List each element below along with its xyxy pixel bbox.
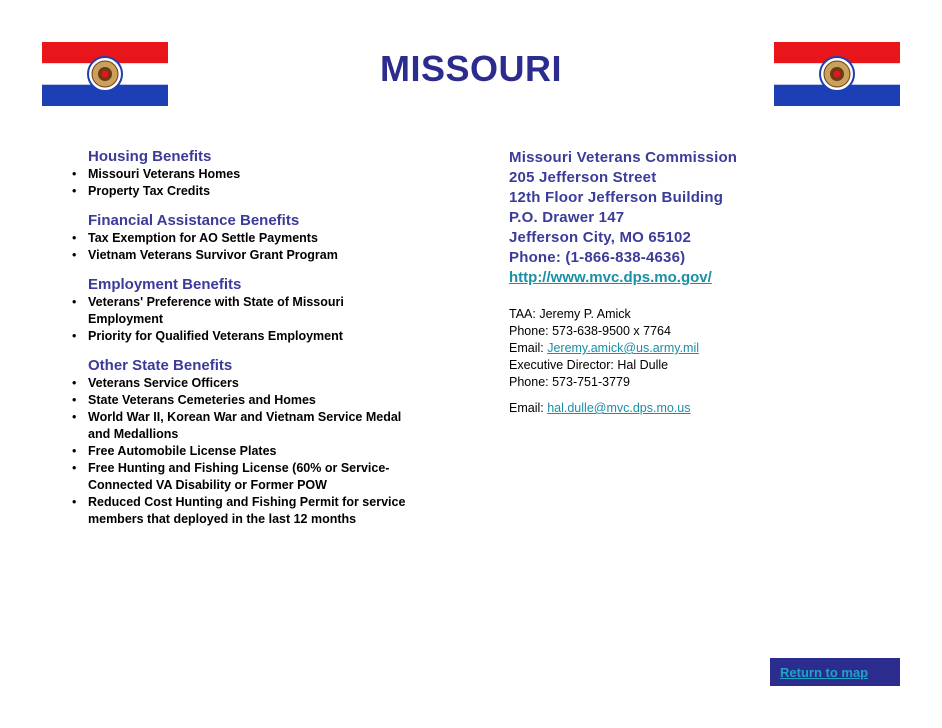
bullet-list <box>70 166 450 200</box>
taa-email-link[interactable]: Jeremy.amick@us.army.mil <box>547 341 700 355</box>
agency-website-link[interactable]: http://www.mvc.dps.mo.gov/ <box>509 269 712 286</box>
return-to-map-button[interactable] <box>770 658 900 686</box>
director-phone: Phone: 573-751-3779 <box>509 375 630 389</box>
employment-benefits-section <box>70 276 450 345</box>
director-email-row <box>509 400 889 417</box>
list-item: • Free Hunting and Fishing License (60% or Service-Connected VA Disability or Former POW <box>70 460 448 494</box>
list-item: • Veterans Service Officers <box>70 375 450 392</box>
agency-city: Jefferson City, MO 65102 <box>509 229 692 246</box>
bullet-list <box>70 230 450 264</box>
taa-phone: Phone: 573-638-9500 x 7764 <box>509 324 671 338</box>
email-label: Email: <box>509 341 548 355</box>
bullet-list <box>70 375 450 528</box>
housing-benefits-section <box>70 148 450 200</box>
other-benefits-section <box>70 357 450 528</box>
director-name: Executive Director: Hal Dulle <box>509 358 669 372</box>
list-item: • Veterans' Preference with State of Missouri Employment <box>70 294 388 328</box>
agency-name: Missouri Veterans Commission <box>509 149 738 166</box>
list-item: • Reduced Cost Hunting and Fishing Permit for service members that deployed in the last 12 months <box>70 494 418 528</box>
director-email-link[interactable]: hal.dulle@mvc.dps.mo.us <box>547 401 691 415</box>
taa-name: TAA: Jeremy P. Amick <box>509 307 631 321</box>
agency-street: 205 Jefferson Street <box>509 169 657 186</box>
agency-column <box>509 148 889 417</box>
list-item: • Property Tax Credits <box>70 183 450 200</box>
agency-po-box: P.O. Drawer 147 <box>509 209 625 226</box>
page-title: MISSOURI <box>379 48 562 89</box>
list-item: • Priority for Qualified Veterans Employment <box>70 328 450 345</box>
list-item: • World War II, Korean War and Vietnam Service Medal and Medallions <box>70 409 413 443</box>
section-heading: Housing Benefits <box>88 148 212 165</box>
agency-phone: Phone: (1-866-838-4636) <box>509 249 686 266</box>
list-item: • State Veterans Cemeteries and Homes <box>70 392 450 409</box>
list-item: • Free Automobile License Plates <box>70 443 450 460</box>
section-heading: Other State Benefits <box>88 357 233 374</box>
financial-benefits-section <box>70 212 450 264</box>
email-label: Email: <box>509 401 548 415</box>
missouri-flag-right <box>774 42 900 106</box>
contact-block <box>509 306 889 417</box>
section-heading: Employment Benefits <box>88 276 242 293</box>
return-to-map-label[interactable]: Return to map <box>780 665 869 680</box>
list-item: • Missouri Veterans Homes <box>70 166 450 183</box>
bullet-list <box>70 294 450 345</box>
agency-building: 12th Floor Jefferson Building <box>509 189 724 206</box>
taa-email-row <box>509 340 889 357</box>
benefits-column <box>70 148 450 540</box>
list-item: • Vietnam Veterans Survivor Grant Program <box>70 247 450 264</box>
section-heading: Financial Assistance Benefits <box>88 212 300 229</box>
list-item: • Tax Exemption for AO Settle Payments <box>70 230 450 247</box>
